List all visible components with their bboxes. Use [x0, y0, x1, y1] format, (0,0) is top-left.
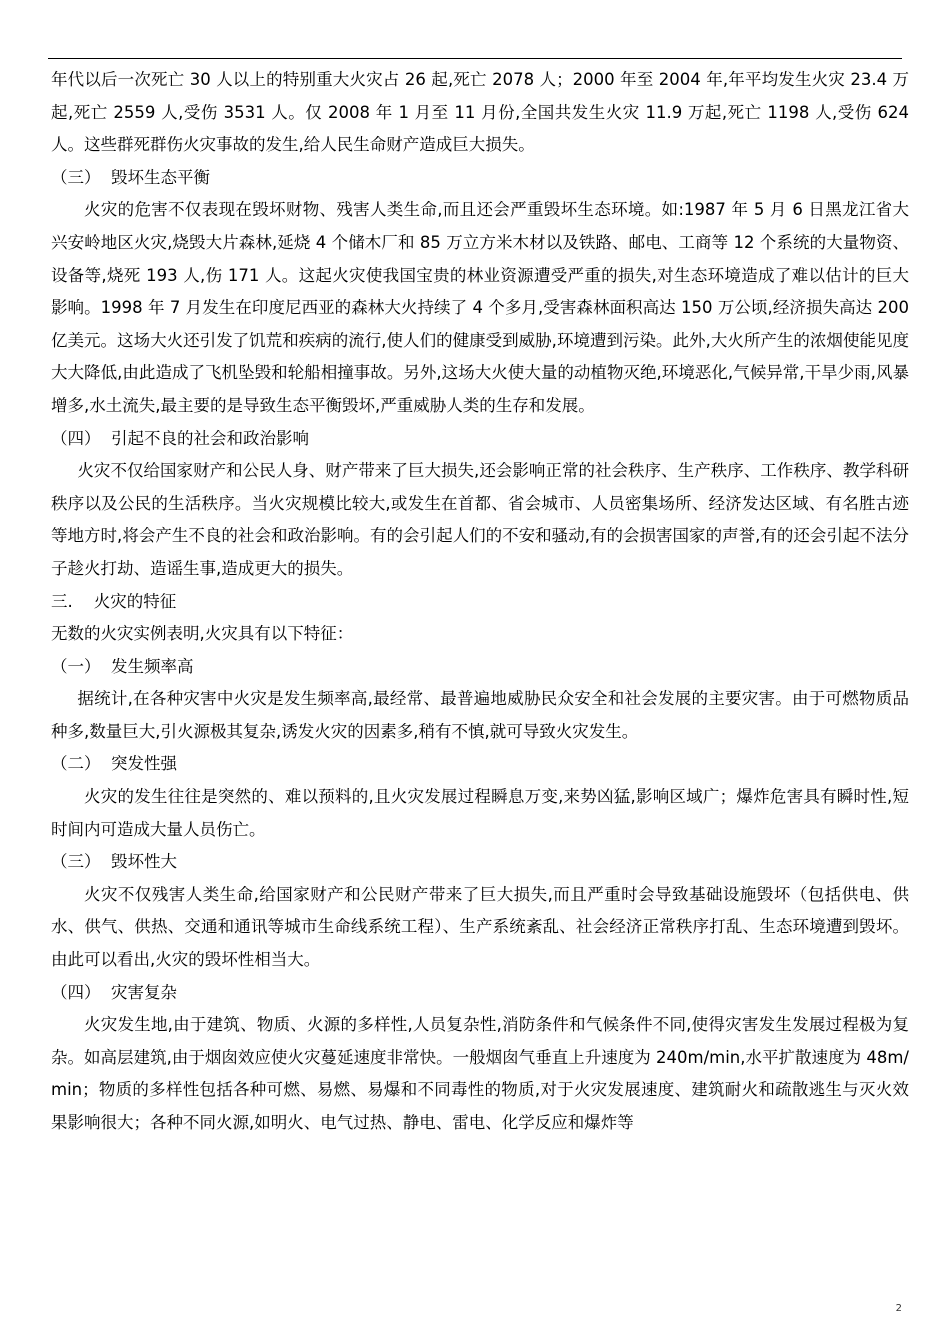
heading-complexity: （四） 灾害复杂 — [51, 982, 177, 1002]
paragraph-social-political-impact: 火灾不仅给国家财产和公民人身、财产带来了巨大损失,还会影响正常的社会秩序、生产秩序、工作秩序、教学科研秩序以及公民的生活秩序。当火灾规模比较大,或发生在首都、省会城市、人员密集场所、经济发达区域、有名胜古迹等地方时,将会产生不良的社会和政治影响。有的会引起人们的不安和骚动,有的会损害国家的声誉,有的还会引起不法分子趁火打劫、造谣生事,造成更大的损失。 — [51, 461, 909, 578]
paragraph-suddenness: 火灾的发生往往是突然的、难以预料的,且火灾发展过程瞬息万变,来势凶猛,影响区域广；爆炸危害具有瞬时性,短时间内可造成大量人员伤亡。 — [51, 787, 909, 839]
paragraph-casualty-statistics: 年代以后一次死亡 30 人以上的特别重大火灾占 26 起,死亡 2078 人；2000 年至 2004 年,年平均发生火灾 23.4 万起,死亡 2559 人,受伤 3531 人。仅 2008 年 1 月至 11 月份,全国共发生火灾 11.9 万起,死亡 1198 人,受伤 624 人。这些群死群伤火灾事故的发生,给人民生命财产造成巨大损失。 — [51, 70, 909, 155]
heading-high-frequency: （一） 发生频率高 — [51, 656, 194, 676]
paragraph-destructiveness: 火灾不仅残害人类生命,给国家财产和公民财产带来了巨大损失,而且严重时会导致基础设施毁坏（包括供电、供水、供气、供热、交通和通讯等城市生命线系统工程）、生产系统紊乱、社会经济正常秩序打乱、生态环境遭到毁坏。由此可以看出,火灾的毁坏性相当大。 — [51, 884, 909, 970]
paragraph-high-frequency: 据统计,在各种灾害中火灾是发生频率高,最经常、最普遍地威胁民众安全和社会发展的主要灾害。由于可燃物质品种多,数量巨大,引火源极其复杂,诱发火灾的因素多,稍有不慎,就可导致火灾发生。 — [51, 689, 909, 741]
heading-destructiveness: （三） 毁坏性大 — [51, 852, 177, 872]
paragraph-characteristics-intro: 无数的火灾实例表明,火灾具有以下特征： — [51, 624, 354, 644]
section-heading-fire-characteristics: 三. 火灾的特征 — [51, 591, 177, 611]
heading-social-political-impact: （四） 引起不良的社会和政治影响 — [51, 428, 309, 448]
paragraph-ecological-damage: 火灾的危害不仅表现在毁坏财物、残害人类生命,而且还会严重毁坏生态环境。如:1987 年 5 月 6 日黑龙江省大兴安岭地区火灾,烧毁大片森林,延烧 4 个储木厂和 85 万立方米木材以及铁路、邮电、工商等 12 个系统的大量物资、设备等,烧死 193 人,伤 171 人。这起火灾使我国宝贵的林业资源遭受严重的损失,对生态环境造成了难以估计的巨大影响。1998 年 7 月发生在印度尼西亚的森林大火持续了 4 个多月,受害森林面积高达 150 万公顷,经济损失高达 200 亿美元。这场大火还引发了饥荒和疾病的流行,使人们的健康受到威胁,环境遭到污染。此外,大火所产生的浓烟使能见度大大降低,由此造成了飞机坠毁和轮船相撞事故。另外,这场大火使大量的动植物灭绝,环境恶化,气候异常,干旱少雨,风暴增多,水土流失,最主要的是导致生态平衡毁坏,严重威胁人类的生存和发展。 — [51, 200, 909, 415]
heading-ecological-damage: （三） 毁坏生态平衡 — [51, 167, 210, 187]
document-body — [51, 64, 909, 1140]
header-rule — [48, 58, 902, 59]
paragraph-complexity: 火灾发生地,由于建筑、物质、火源的多样性,人员复杂性,消防条件和气候条件不同,使得灾害发生发展过程极为复杂。如高层建筑,由于烟囱效应使火灾蔓延速度非常快。一般烟囱气垂直上升速度为 240m/min,水平扩散速度为 48m/min；物质的多样性包括各种可燃、易燃、易爆和不同毒性的物质,对于火灾发展速度、建筑耐火和疏散逃生与灭火效果影响很大；各种不同火源,如明火、电气过热、静电、雷电、化学反应和爆炸等 — [51, 1015, 909, 1132]
heading-suddenness: （二） 突发性强 — [51, 754, 177, 774]
page-number: 2 — [895, 1303, 902, 1314]
